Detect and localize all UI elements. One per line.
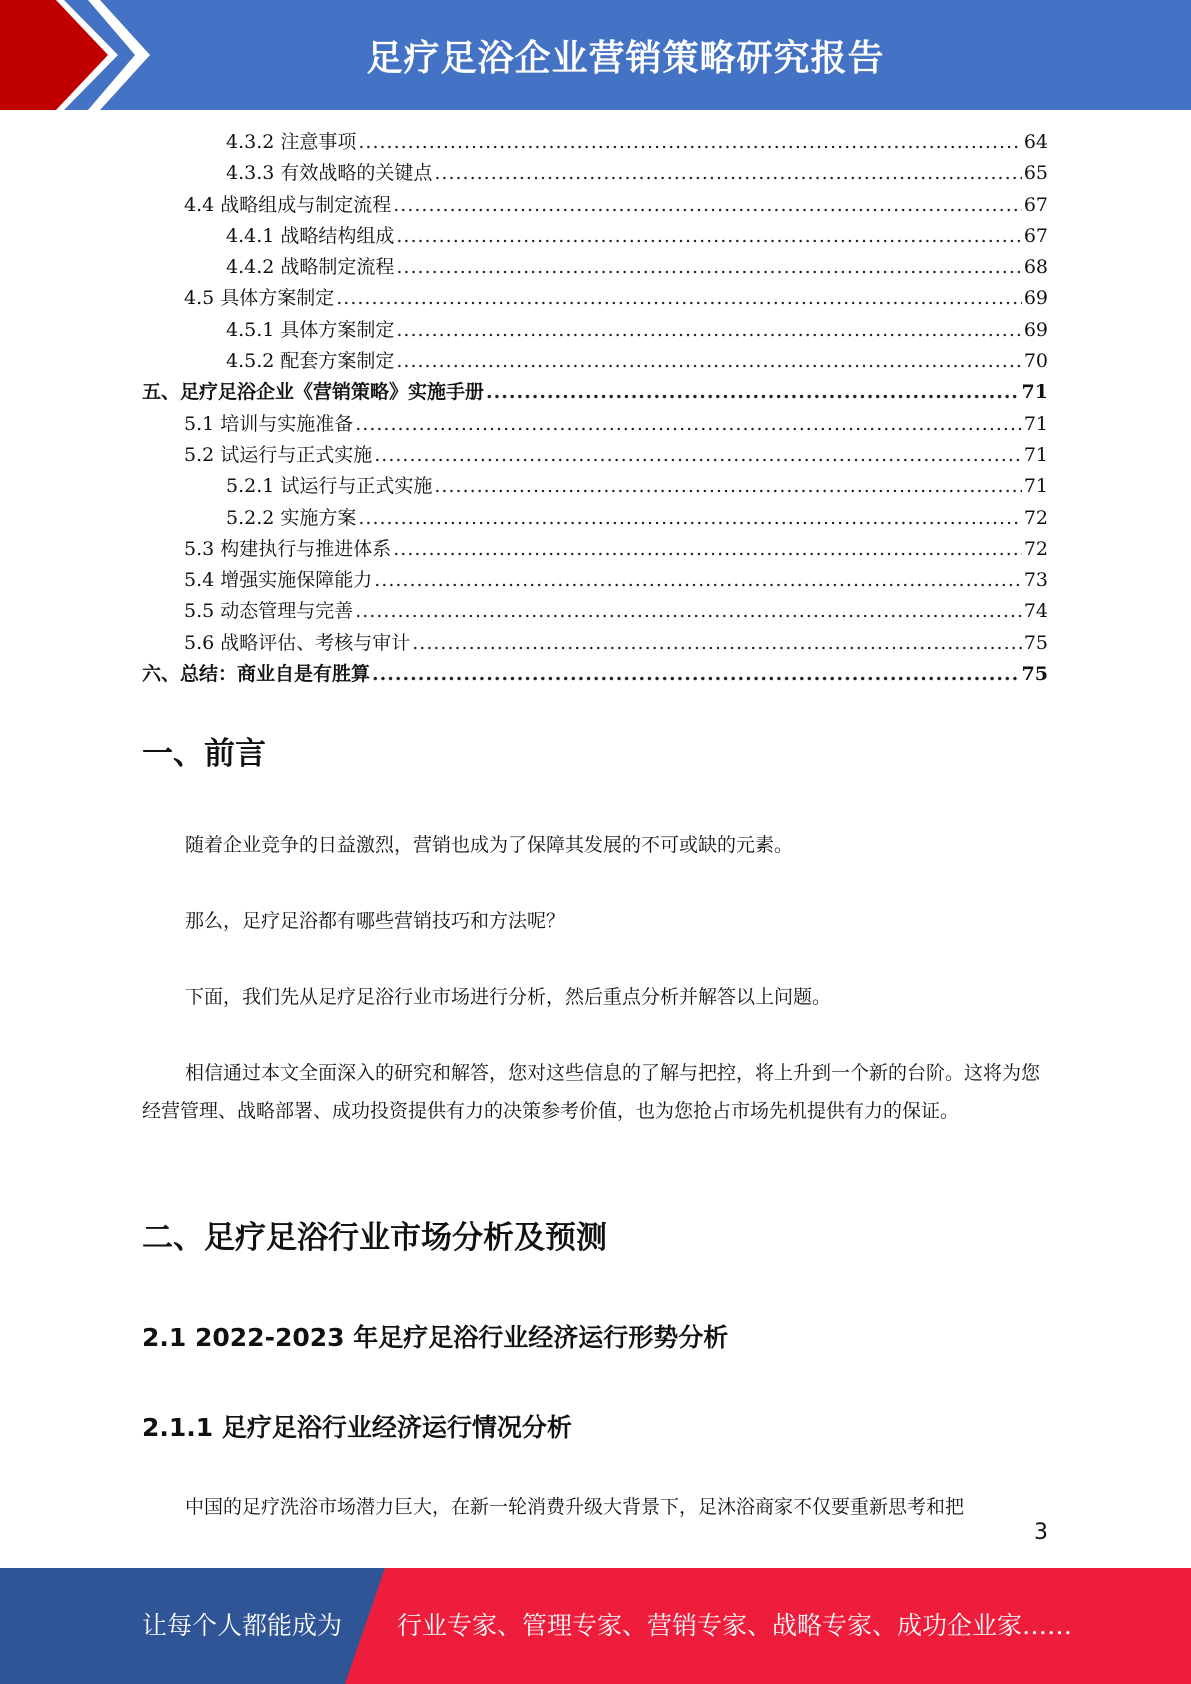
section-heading-preface: 一、前言: [142, 736, 266, 772]
header-banner: [0, 0, 1191, 110]
toc-entry[interactable]: [142, 127, 1048, 158]
toc-entry-title: 4.4.1 战略结构组成: [226, 224, 395, 247]
paragraph: 那么，足疗足浴都有哪些营销技巧和方法呢？: [185, 910, 566, 932]
footer-banner: [0, 1568, 1191, 1684]
toc-entry-page: 71: [1023, 475, 1048, 498]
toc-entry-page: 71: [1023, 443, 1048, 466]
toc-leader-dots: [396, 252, 1021, 283]
toc-entry[interactable]: [142, 565, 1048, 596]
toc-entry-title: 4.5.1 具体方案制定: [226, 318, 395, 341]
paragraph: 中国的足疗洗浴市场潜力巨大，在新一轮消费升级大背景下，足沐浴商家不仅要重新思考和把: [185, 1496, 965, 1518]
toc-leader-dots: [336, 283, 1022, 314]
toc-entry-page: 75: [1023, 631, 1048, 654]
toc-entry-title: 4.4 战略组成与制定流程: [184, 193, 392, 216]
toc-entry-title: 4.5.2 配套方案制定: [226, 350, 395, 373]
toc-leader-dots: [486, 377, 1020, 408]
toc-entry-title: 五、足疗足浴企业《营销策略》实施手册: [142, 381, 485, 404]
toc-entry-page: 67: [1023, 224, 1048, 247]
paragraph: 随着企业竞争的日益激烈，营销也成为了保障其发展的不可或缺的元素。: [185, 834, 794, 856]
page-number: 3: [1034, 1520, 1048, 1545]
toc-entry-title: 4.5 具体方案制定: [184, 287, 335, 310]
toc-leader-dots: [434, 158, 1021, 189]
toc-entry-title: 5.1 培训与实施准备: [184, 412, 354, 435]
toc-leader-dots: [372, 659, 1020, 690]
toc-entry[interactable]: [142, 534, 1048, 565]
toc-entry-title: 5.4 增强实施保障能力: [184, 569, 373, 592]
toc-entry-title: 5.3 构建执行与推进体系: [184, 537, 392, 560]
toc-entry-page: 71: [1021, 381, 1048, 404]
toc-entry[interactable]: [142, 315, 1048, 346]
toc-entry[interactable]: [142, 440, 1048, 471]
toc-leader-dots: [355, 596, 1022, 627]
toc-leader-dots: [393, 190, 1022, 221]
footer-slogan-right: 行业专家、管理专家、营销专家、战略专家、成功企业家……: [397, 1611, 1073, 1640]
toc-leader-dots: [355, 409, 1022, 440]
toc-entry-page: 75: [1021, 663, 1048, 686]
footer-slogan-left: 让每个人都能成为: [142, 1611, 343, 1640]
toc-entry-page: 68: [1023, 256, 1048, 279]
toc-leader-dots: [393, 534, 1022, 565]
toc-entry-page: 72: [1023, 537, 1048, 560]
table-of-contents: [142, 127, 1048, 690]
toc-entry-title: 4.3.2 注意事项: [226, 131, 357, 153]
toc-entry[interactable]: [142, 283, 1048, 314]
toc-entry-page: 69: [1023, 318, 1048, 341]
toc-entry-page: 64: [1023, 131, 1048, 153]
paragraph: 相信通过本文全面深入的研究和解答，您对这些信息的了解与把控，将上升到一个新的台阶。这将为您经营管理、战略部署、成功投资提供有力的决策参考价值，也为您抢占市场先机提供有力的保证。: [142, 1062, 1041, 1122]
toc-leader-dots: [374, 565, 1022, 596]
toc-leader-dots: [396, 315, 1021, 346]
toc-leader-dots: [434, 471, 1021, 502]
toc-entry[interactable]: [142, 377, 1048, 408]
toc-entry[interactable]: [142, 409, 1048, 440]
toc-leader-dots: [412, 628, 1022, 659]
toc-entry-title: 5.2.2 实施方案: [226, 506, 357, 529]
toc-entry-page: 69: [1023, 287, 1048, 310]
toc-entry-title: 六、总结：商业自是有胜算: [142, 663, 371, 686]
toc-leader-dots: [396, 221, 1021, 252]
toc-entry-title: 5.2 试运行与正式实施: [184, 443, 373, 466]
toc-entry-title: 4.4.2 战略制定流程: [226, 256, 395, 279]
toc-entry-title: 5.2.1 试运行与正式实施: [226, 475, 433, 498]
toc-entry[interactable]: [142, 596, 1048, 627]
toc-leader-dots: [358, 503, 1021, 534]
toc-entry[interactable]: [142, 346, 1048, 377]
section-heading-market-analysis: 二、足疗足浴行业市场分析及预测: [142, 1220, 607, 1256]
toc-leader-dots: [374, 440, 1022, 471]
toc-entry-page: 67: [1023, 193, 1048, 216]
toc-entry-page: 74: [1023, 600, 1048, 623]
toc-leader-dots: [396, 346, 1021, 377]
toc-entry-page: 73: [1023, 569, 1048, 592]
document-title: 足疗足浴企业营销策略研究报告: [366, 37, 885, 79]
subsection-heading: 2.1.1 足疗足浴行业经济运行情况分析: [142, 1413, 572, 1442]
toc-entry[interactable]: [142, 252, 1048, 283]
toc-entry-title: 4.3.3 有效战略的关键点: [226, 162, 433, 185]
subsection-heading: 2.1 2022-2023 年足疗足浴行业经济运行形势分析: [142, 1323, 729, 1352]
toc-entry-page: 70: [1023, 350, 1048, 373]
toc-entry-title: 5.5 动态管理与完善: [184, 600, 354, 623]
toc-leader-dots: [358, 127, 1021, 158]
toc-entry-page: 71: [1023, 412, 1048, 435]
toc-entry[interactable]: [142, 628, 1048, 659]
toc-entry-title: 5.6 战略评估、考核与审计: [184, 631, 411, 654]
toc-entry[interactable]: [142, 659, 1048, 690]
paragraph: 下面，我们先从足疗足浴行业市场进行分析，然后重点分析并解答以上问题。: [185, 986, 832, 1008]
toc-entry[interactable]: [142, 190, 1048, 221]
toc-entry[interactable]: [142, 503, 1048, 534]
toc-entry[interactable]: [142, 158, 1048, 189]
toc-entry-page: 72: [1023, 506, 1048, 529]
toc-entry-page: 65: [1023, 162, 1048, 185]
toc-entry[interactable]: [142, 221, 1048, 252]
toc-entry[interactable]: [142, 471, 1048, 502]
